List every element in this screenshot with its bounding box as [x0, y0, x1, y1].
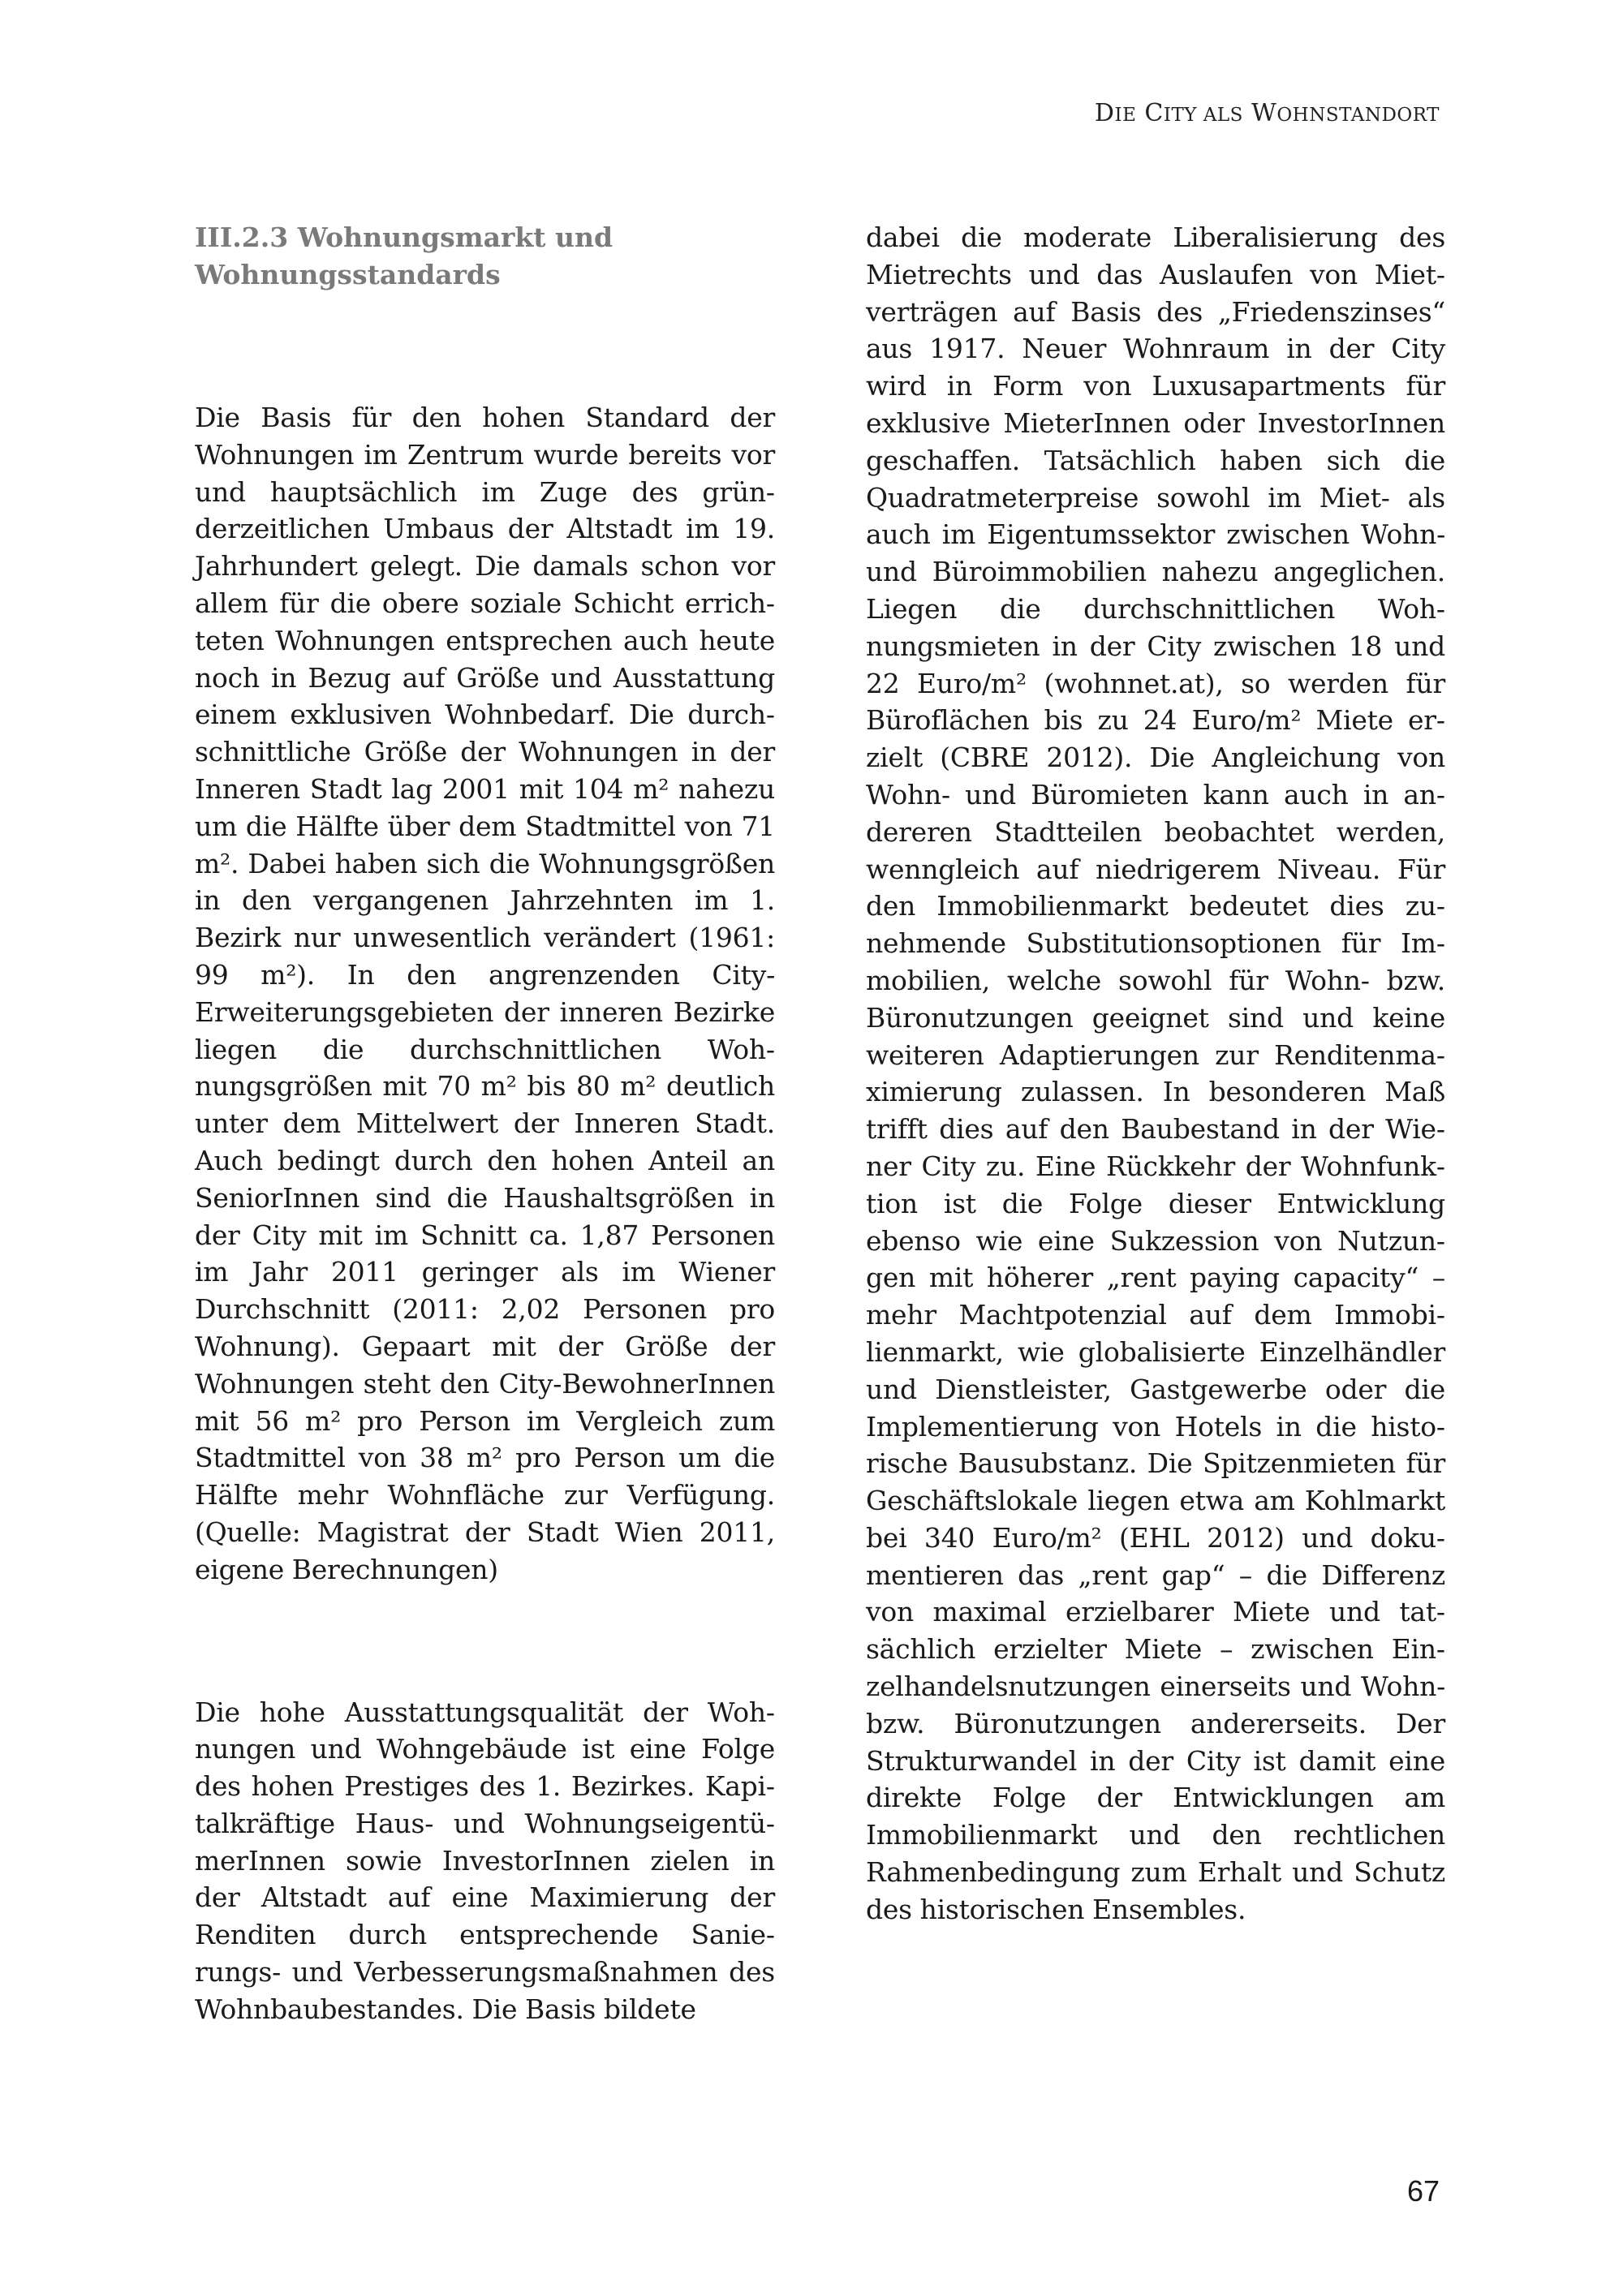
header-word-1-initial: D	[1094, 99, 1115, 127]
header-word-3-initial: W	[1251, 99, 1277, 127]
header-word-2-initial: C	[1144, 99, 1164, 127]
page-number: 67	[1406, 2174, 1440, 2208]
header-word-3-rest: OHNSTANDORT	[1276, 105, 1440, 126]
header-word-1-rest: IE	[1114, 105, 1137, 126]
section-heading: III.2.3 Wohnungsmarkt und Wohnungsstandards	[195, 221, 613, 290]
paragraph-market-liberalisation: dabei die moderate Liberalisierung des Mietrechts und das Auslaufen von Mietverträgen auf Basis des „Friedenszinses“ aus 1917. Neuer Wohnraum in der City wird in Form von Luxusapartments für exklusive MieterInnen oder InvestorInnen geschaffen. Tatsächlich haben sich die Quadratmeterpreise sowohl im Miet- als auch im Eigentumssektor zwischen Wohn- und Büroimmobilien nahezu angeglichen. Liegen die durchschnittlichen Wohnungsmieten in der City zwischen 18 und 22 Euro/m² (wohnnet.at), so werden für Büroflächen bis zu 24 Euro/m² Miete erzielt (CBRE 2012). Die Angleichung von Wohn- und Büromieten kann auch in andereren Stadtteilen beobachtet werden, wenngleich auf niedrigerem Niveau. Für den Immobilienmarkt bedeutet dies zunehmende Substitutionsoptionen für Immobilien, welche sowohl für Wohn- bzw. Büronutzungen geeignet sind und keine weiteren Adaptierungen zur Renditenmaximierung zulassen. In besonderen Maß trifft dies auf den Baubestand in der Wiener City zu. Eine Rückkehr der Wohnfunktion ist die Folge dieser Entwicklung ebenso wie eine Sukzession von Nutzungen mit höherer „rent paying capacity“ – mehr Machtpotenzial auf dem Immobilienmarkt, wie globalisierte Einzelhändler und Dienstleister, Gastgewerbe oder die Implementierung von Hotels in die historische Bausubstanz. Die Spitzenmieten für Geschäftslokale liegen etwa am Kohlmarkt bei 340 Euro/m² (EHL 2012) und dokumentieren das „rent gap“ – die Differenz von maximal erzielbarer Miete und tatsächlich erzielter Miete – zwischen Einzelhandelsnutzungen einerseits und Wohn- bzw. Büronutzungen andererseits. Der Strukturwandel in der City ist damit eine direkte Folge der Entwicklungen am Immobilienmarkt und den rechtlichen Rahmenbedingung zum Erhalt und Schutz des historischen Ensembles.	[866, 221, 1445, 1925]
left-column	[195, 213, 775, 2028]
running-header	[1095, 99, 1440, 127]
paragraph-housing-standard: Die Basis für den hohen Standard der Wohnungen im Zentrum wurde bereits vor und hauptsächlich im Zuge des gründerzeitlichen Umbaus der Altstadt im 19. Jahrhundert gelegt. Die damals schon vor allem für die obere soziale Schicht errichteten Wohnungen entsprechen auch heute noch in Bezug auf Größe und Ausstattung einem exklusiven Wohnbedarf. Die durchschnittliche Größe der Wohnungen in der Inneren Stadt lag 2001 mit 104 m² nahezu um die Hälfte über dem Stadtmittel von 71 m². Dabei haben sich die Wohnungsgrößen in den vergangenen Jahrzehnten im 1. Bezirk nur unwesentlich verändert (1961: 99 m²). In den angrenzenden City-Erweiterungsgebieten der inneren Bezirke liegen die durchschnittlichen Wohnungsgrößen mit 70 m² bis 80 m² deutlich unter dem Mittelwert der Inneren Stadt. Auch bedingt durch den hohen Anteil an SeniorInnen sind die Haushaltsgrößen in der City mit im Schnitt ca. 1,87 Personen im Jahr 2011 geringer als im Wiener Durchschnitt (2011: 2,02 Personen pro Wohnung). Gepaart mit der Größe der Wohnungen steht den City-BewohnerInnen mit 56 m² pro Person im Vergleich zum Stadtmittel von 38 m² pro Person um die Hälfte mehr Wohnfläche zur Verfügung. (Quelle: Magistrat der Stadt Wien 2011, eigene Berechnungen)	[195, 402, 775, 1585]
paragraph-equipment-quality: Die hohe Ausstattungsqualität der Wohnungen und Wohngebäude ist eine Folge des hohen Prestiges des 1. Bezirkes. Kapitalkräftige Haus- und WohnungseigentümerInnen sowie InvestorInnen zielen in der Altstadt auf eine Maximierung der Renditen durch entsprechende Sanierungs- und Verbesserungsmaßnahmen des Wohnbaubestandes. Die Basis bildete	[195, 1696, 775, 2025]
header-word-2-rest: ITY ALS	[1163, 105, 1243, 126]
right-column	[866, 213, 1445, 1928]
